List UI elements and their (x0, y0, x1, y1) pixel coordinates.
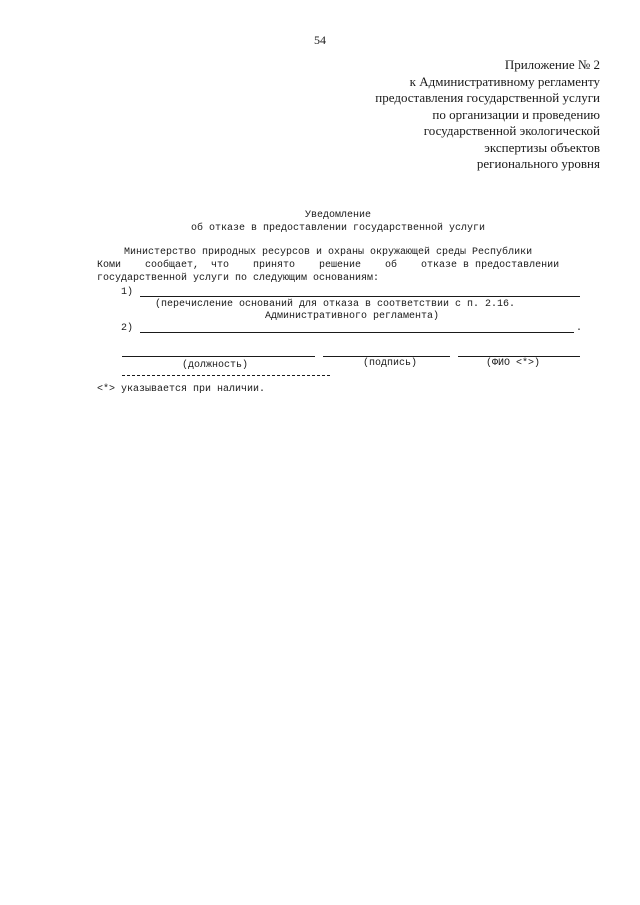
item-2-label: 2) (121, 323, 134, 334)
page-number: 54 (314, 33, 326, 47)
notice-title: Уведомление (304, 210, 371, 221)
footnote-separator (122, 375, 330, 376)
footnote-text: <*> указывается при наличии. (97, 384, 266, 395)
notice-subtitle: об отказе в предоставлении государственной услуги (190, 223, 486, 234)
item-2-fill-line (140, 332, 574, 333)
appendix-line: экспертизы объектов (484, 139, 600, 155)
appendix-line: по организации и проведению (432, 106, 600, 122)
appendix-line: Приложение № 2 (504, 57, 600, 72)
appendix-header (300, 57, 600, 173)
appendix-line: предоставления государственной услуги (375, 90, 600, 105)
notice-body-line: Коми сообщает, что принято решение об отказе в предоставлении (97, 260, 560, 271)
item-1-hint: (перечисление оснований для отказа в соответствии с п. 2.16. (155, 299, 516, 310)
notice-body-line: Министерство природных ресурсов и охраны окружающей среды Республики (124, 247, 533, 258)
position-line (122, 356, 315, 357)
notice-body-line: государственной услуги по следующим основаниям: (97, 273, 380, 284)
appendix-line: к Административному регламенту (409, 73, 600, 89)
signature-label: (подпись) (363, 358, 418, 369)
appendix-line: регионального уровня (476, 156, 600, 171)
item-2-end: . (576, 323, 583, 334)
name-label: (ФИО <*>) (486, 358, 541, 369)
item-1-label: 1) (121, 287, 134, 298)
item-1-fill-line (140, 296, 580, 297)
item-1-hint: Административного регламента) (265, 311, 440, 322)
position-label: (должность) (182, 360, 249, 371)
appendix-line: государственной экологической (423, 123, 600, 138)
